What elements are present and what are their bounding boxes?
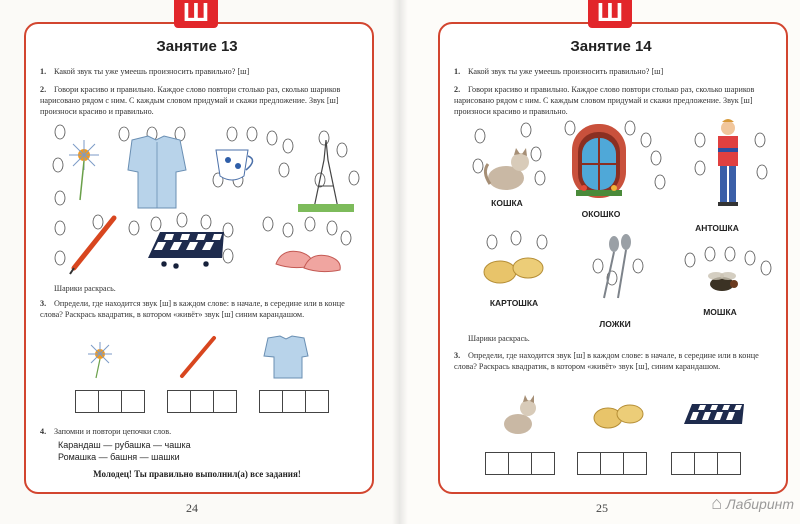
task-1: 1. Какой звук ты уже умеешь произносить правильно? [ш]: [40, 67, 250, 76]
position-box[interactable]: [508, 452, 532, 475]
balloons-caption: Шарики раскрась.: [54, 284, 116, 293]
boy-icon: [718, 119, 738, 206]
sound-position-boxes: [168, 390, 237, 413]
position-box[interactable]: [623, 452, 647, 475]
word-label: МОШКА: [703, 307, 737, 317]
sound-position-boxes: [260, 390, 329, 413]
chamomile-icon: [69, 140, 99, 200]
picture-row-2: [52, 208, 362, 278]
cat-icon: [504, 395, 536, 434]
position-box[interactable]: [282, 390, 306, 413]
watermark: ⌂ Лабиринт: [711, 493, 794, 513]
potato-icon: [594, 405, 643, 428]
lesson-title: Занятие 14: [570, 38, 652, 55]
word-label: ОКОШКО: [581, 209, 621, 219]
sound-position-boxes: [76, 390, 145, 413]
task-3-pictures: [490, 390, 770, 440]
sound-position-boxes: [672, 452, 741, 475]
potato-icon: [484, 258, 543, 283]
position-box[interactable]: [600, 452, 624, 475]
position-box[interactable]: [305, 390, 329, 413]
shirt-icon: [264, 336, 308, 378]
slippers-icon: [276, 251, 340, 271]
cat-icon: [485, 148, 529, 190]
pencil-icon: [70, 218, 114, 274]
position-box[interactable]: [671, 452, 695, 475]
balloons-caption: Шарики раскрась.: [468, 334, 530, 343]
task-3: 3. Определи, где находится звук [ш] в каждом слове: в начале, в середине или в конце слова? Раскрась квадратик, в котором «живёт» звук [ш] синим карандашом.: [40, 299, 345, 319]
word-label: ЛОЖКИ: [599, 319, 631, 329]
eiffel-tower-icon: [298, 140, 354, 212]
picture-row-2: [470, 228, 780, 308]
praise-text: Молодец! Ты правильно выполнил(а) все задания!: [93, 469, 301, 479]
task-2: 2. Говори красиво и правильно. Каждое слово повтори столько раз, сколько шариков нарисовано рядом с ним. С каждым словом придумай и скажи предложение. Звук [ш] произноси красиво и правильно.: [40, 85, 341, 116]
letter-tab: Ш: [174, 0, 218, 28]
position-box[interactable]: [167, 390, 191, 413]
task-4: 4. Запомни и повтори цепочки слов.: [40, 427, 172, 436]
task-1: 1. Какой звук ты уже умеешь произносить правильно? [ш]: [454, 67, 664, 76]
position-box[interactable]: [577, 452, 601, 475]
task-2: 2. Говори красиво и правильно. Каждое слово повтори столько раз, сколько шариков нарисовано рядом с ним. С каждым словом придумай и скажи предложение. Звук [ш] произноси красиво и правильно.: [454, 85, 755, 116]
page-number: 25: [596, 501, 608, 515]
position-box[interactable]: [259, 390, 283, 413]
position-box[interactable]: [485, 452, 509, 475]
checkers-board-icon: [684, 404, 744, 424]
sound-position-boxes: [486, 452, 555, 475]
lesson-title: Занятие 13: [156, 38, 238, 55]
spoons-icon: [604, 234, 631, 298]
position-box[interactable]: [213, 390, 237, 413]
task-3: 3. Определи, где находится звук [ш] в каждом слове: в начале, в середине или в конце слова? Раскрась квадратик, в котором «живёт» звук [ш], синим карандашом.: [454, 351, 759, 371]
right-page: [400, 0, 800, 524]
pencil-icon: [182, 338, 214, 376]
letter-tab: Ш: [588, 0, 632, 28]
position-box[interactable]: [717, 452, 741, 475]
chamomile-icon: [88, 342, 112, 378]
position-box[interactable]: [531, 452, 555, 475]
word-chain-1: Карандаш — рубашка — чашка: [58, 440, 191, 450]
word-label: АНТОШКА: [695, 223, 739, 233]
position-box[interactable]: [694, 452, 718, 475]
word-label: КОШКА: [491, 198, 523, 208]
position-box[interactable]: [121, 390, 145, 413]
position-box[interactable]: [190, 390, 214, 413]
shirt-icon: [128, 136, 186, 208]
picture-row-1: [52, 120, 362, 215]
position-box[interactable]: [98, 390, 122, 413]
page-number: 24: [186, 501, 198, 515]
fly-icon: [708, 272, 738, 291]
word-label: КАРТОШКА: [489, 298, 539, 308]
sound-position-boxes: [578, 452, 647, 475]
position-box[interactable]: [75, 390, 99, 413]
word-chain-2: Ромашка — башня — шашки: [58, 452, 180, 462]
cup-icon: [216, 150, 253, 180]
book-gutter: [392, 0, 408, 524]
task-3-pictures: [70, 332, 350, 382]
watermark-logo-icon: ⌂: [711, 493, 723, 513]
window-icon: [572, 124, 626, 198]
balloon-icon-group: [53, 125, 359, 205]
checkers-board-icon: [148, 232, 224, 269]
